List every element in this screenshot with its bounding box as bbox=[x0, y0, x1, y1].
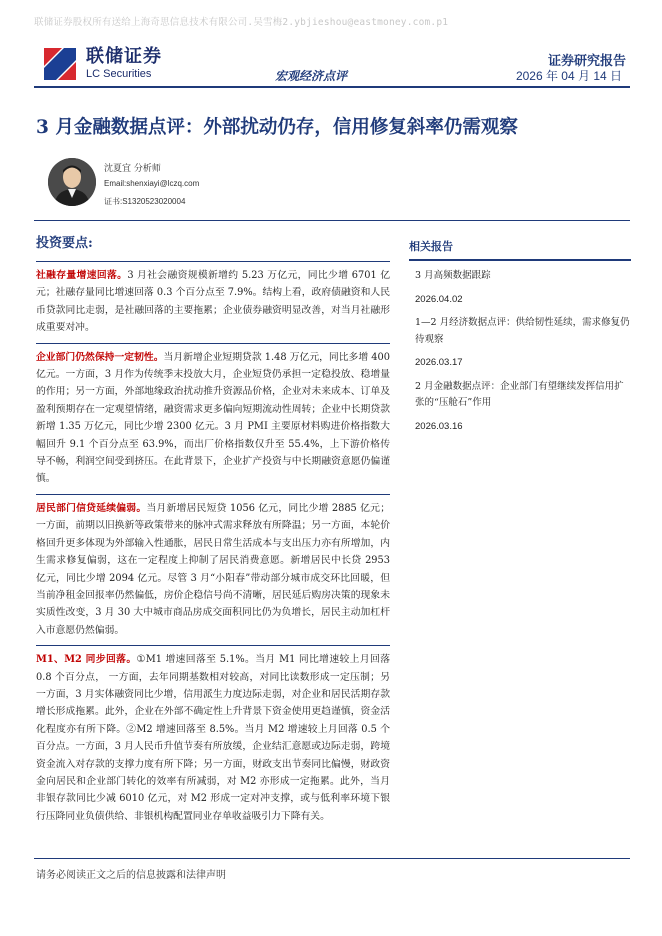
related-report-link[interactable]: 2 月金融数据点评：企业部门有望继续发挥信用扩张的“压舱石”作用 bbox=[415, 380, 624, 408]
watermark: 联储证券股权所有送给上海奇思信息技术有限公司.吴雪梅2.ybjieshou@eastmoney.com.p1 bbox=[34, 17, 449, 28]
section-divider bbox=[34, 220, 630, 221]
paragraph-text: 当月新增居民短贷 1056 亿元，同比少增 2885 亿元；一方面，前期以旧换新等政策带来的脉冲式需求释放有所降温；另一方面，本轮价格回升更多体现为外部输入性通胀，居民日常生活成本与支出压力亦有所增加，内生需求修复偏弱，这在一定程度上抑制了居民消费意愿。新增居民中长贷 2953 亿元，同比少增 2094 亿元。尽管 3 月“小阳春”带动部分城市成交环比回暖，但当前净租金回报率仍然偏低，房价企稳信号尚不清晰，居民延后购房决策的现象未实质性改变，3 月 30 大中城市商品房成交面积同比仍为负增长，居民主动加杠杆入市意愿仍然偏弱。 bbox=[36, 502, 391, 636]
avatar bbox=[48, 158, 96, 206]
related-report-date: 2026.03.17 bbox=[415, 357, 463, 368]
related-report-date: 2026.03.16 bbox=[415, 420, 463, 432]
report-type: 证券研究报告 bbox=[547, 54, 626, 69]
paragraph-divider bbox=[36, 494, 390, 495]
related-reports-sidebar bbox=[409, 238, 631, 435]
paragraph-household bbox=[36, 500, 390, 639]
analyst-email[interactable]: Email:shenxiayi@lczq.com bbox=[104, 179, 200, 188]
section-title: 投资要点: bbox=[36, 236, 93, 251]
header-divider bbox=[34, 86, 630, 88]
paragraph-lead: 居民部门信贷延续偏弱。 bbox=[36, 502, 147, 514]
logo-icon bbox=[42, 46, 78, 82]
paragraph-text: 3 月社会融资规模新增约 5.23 万亿元，同比少增 6701 亿元；社融存量同比增速回落 0.3 个百分点至 7.9%。结构上看，政府债融资和人民币贷款同比走弱，是社融回落的主要拖累；企业债券融资明显改善，对当月社融形成重要对冲。 bbox=[36, 270, 390, 334]
company-logo bbox=[42, 46, 162, 82]
logo-name-en: LC Securities bbox=[86, 68, 152, 80]
paragraph-corporate bbox=[36, 349, 390, 488]
paragraph-social-financing bbox=[36, 267, 390, 337]
paragraph-lead: M1、M2 同步回落。 bbox=[36, 654, 137, 666]
paragraph-text: 当月新增企业短期贷款 1.48 万亿元，同比多增 400 亿元。一方面，3 月作为传统季末投放大月，企业短贷仍承担一定稳投放、稳增量的作用；另一方面，外部地缘政治扰动推升资源品价格，企业对未来成本、订单及盈利预期存在一定观望情绪，融资需求更多偏向短期流动性周转；企业中长期贷款新增 1.35 万亿元，同比少增 2300 亿元。3 月 PMI 主要原材料购进价格指数大幅回升 9.1 个百分点至 63.9%，而出厂价格指数仅升至 55.4%，上下游价格传导不畅，利润空间受到挤压。在此背景下，企业扩产投资与中长期融资意愿仍偏谨慎。 bbox=[36, 351, 391, 485]
related-report-link[interactable]: 3 月高频数据跟踪 bbox=[415, 270, 491, 281]
paragraph-divider bbox=[36, 645, 390, 646]
logo-name-cn: 联储证券 bbox=[86, 46, 162, 67]
paragraph-divider bbox=[36, 261, 390, 262]
footer-divider bbox=[34, 858, 630, 859]
paragraph-lead: 社融存量增速回落。 bbox=[36, 270, 128, 281]
analyst-name: 沈夏宜 分析师 bbox=[104, 164, 161, 174]
report-date: 2026 年 04 月 14 日 bbox=[515, 69, 622, 83]
analyst-certificate: 证书:S1320523020004 bbox=[104, 197, 186, 206]
paragraph-text: ①M1 增速回落至 5.1%。当月 M1 同比增速较上月回落 0.8 个百分点， 一方面，去年同期基数相对较高，对同比读数形成一定压制；另一方面，3 月实体融资同比少增，信用派生力度边际走弱，对企业和居民活期存款增长形成拖累。此外，企业在外部不确定性上升背景下资金使用更趋谨慎，资金活化程度亦有所下降。②M2 增速回落至 8.5%。当月 M2 增速较上月回落 0.5 个百分点。一方面，3 月人民币升值节奏有所放缓，企业结汇意愿或边际走弱，跨境资金流入对存款的支撑力度有所下降；另一方面，财政支出节奏同比偏慢，财政资金向居民和企业部门转化的效率有所减弱，对 M2 亦形成一定拖累。此外，当月非银存款同比少减 6010 亿元，对 M2 形成一定对冲支撑，或与低利率环境下银行压降同业负债供给、非银机构配置同业存单收益吸引力下降有关。 bbox=[36, 654, 390, 822]
paragraph-lead: 企业部门仍然保持一定韧性。 bbox=[36, 351, 164, 363]
paragraph-money-supply bbox=[36, 651, 390, 825]
related-report-date: 2026.04.02 bbox=[415, 293, 463, 305]
main-content bbox=[36, 232, 390, 831]
footer-disclaimer: 请务必阅读正文之后的信息披露和法律声明 bbox=[36, 870, 226, 881]
doc-type: 宏观经济点评 bbox=[275, 69, 348, 83]
page-title: 3 月金融数据点评：外部扰动仍存，信用修复斜率仍需观察 bbox=[36, 117, 518, 138]
paragraph-divider bbox=[36, 343, 390, 344]
related-report-link[interactable]: 1—2 月经济数据点评：供给韧性延续，需求修复仍待观察 bbox=[415, 317, 630, 345]
sidebar-title: 相关报告 bbox=[409, 238, 631, 261]
